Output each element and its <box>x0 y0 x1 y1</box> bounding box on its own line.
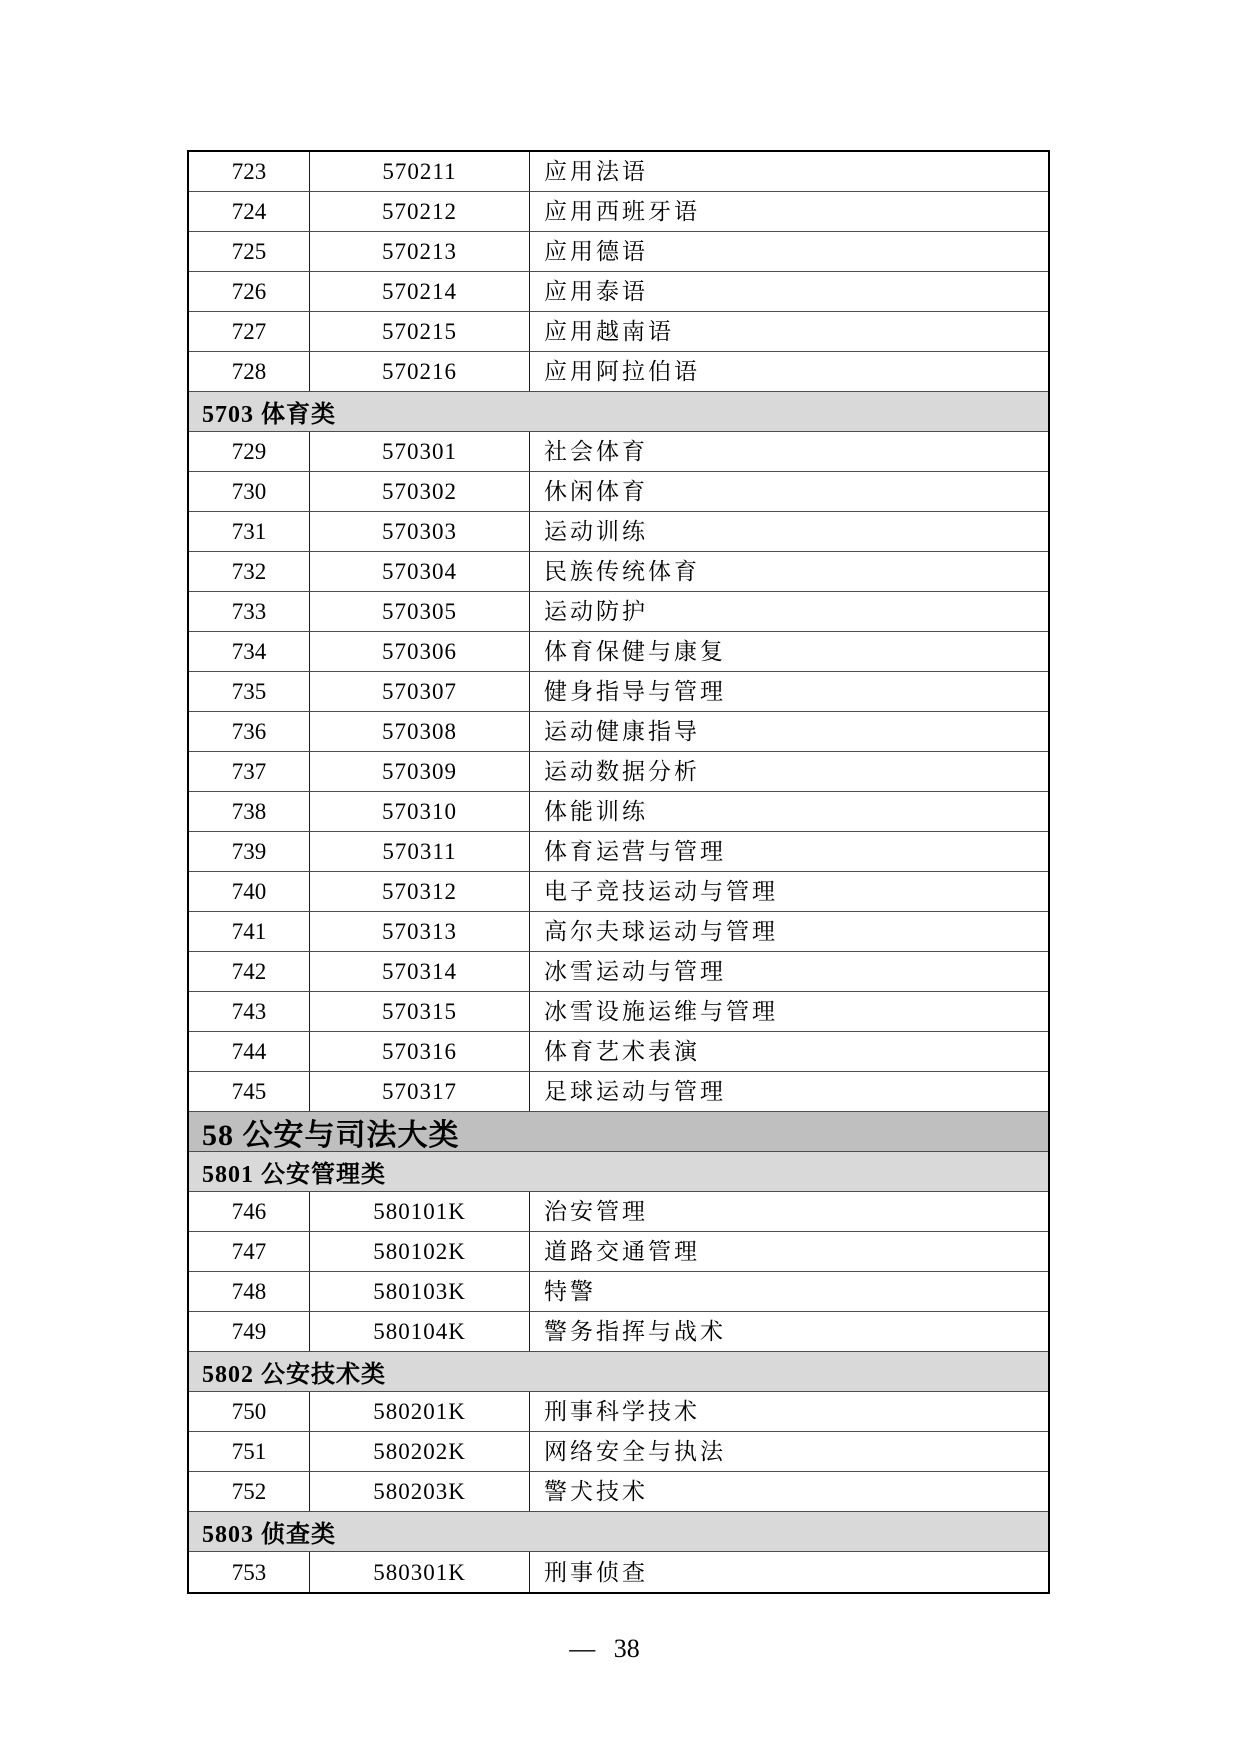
seq-cell: 736 <box>189 712 310 751</box>
major-name-cell: 足球运动与管理 <box>544 1079 726 1104</box>
major-name-cell: 体育保健与康复 <box>544 639 726 664</box>
seq-cell: 745 <box>189 1072 310 1111</box>
major-code-cell: 570312 <box>310 872 530 911</box>
major-code-cell: 570215 <box>310 312 530 351</box>
major-code-cell: 580202K <box>310 1432 530 1471</box>
page-number <box>0 1634 1225 1664</box>
major-name-cell: 运动数据分析 <box>544 759 700 784</box>
table-row <box>189 672 1048 712</box>
table-row <box>189 1432 1048 1472</box>
major-name-cell: 冰雪设施运维与管理 <box>544 999 778 1024</box>
seq-cell: 732 <box>189 552 310 591</box>
major-code-cell: 570214 <box>310 272 530 311</box>
major-name-cell: 警犬技术 <box>544 1479 648 1504</box>
major-code-cell: 570303 <box>310 512 530 551</box>
major-name-cell: 运动健康指导 <box>544 719 700 744</box>
major-code-cell: 570309 <box>310 752 530 791</box>
seq-cell: 726 <box>189 272 310 311</box>
seq-cell: 731 <box>189 512 310 551</box>
table-row <box>189 192 1048 232</box>
major-code-cell: 570310 <box>310 792 530 831</box>
seq-cell: 727 <box>189 312 310 351</box>
table-row <box>189 272 1048 312</box>
table-row <box>189 632 1048 672</box>
major-code-cell: 570314 <box>310 952 530 991</box>
table-row <box>189 1192 1048 1232</box>
seq-cell: 730 <box>189 472 310 511</box>
major-name-cell: 应用德语 <box>544 239 648 264</box>
seq-cell: 747 <box>189 1232 310 1271</box>
major-code-cell: 570315 <box>310 992 530 1031</box>
major-name-cell: 特警 <box>544 1279 596 1304</box>
seq-cell: 733 <box>189 592 310 631</box>
major-code-cell: 570307 <box>310 672 530 711</box>
seq-cell: 725 <box>189 232 310 271</box>
major-code-cell: 570304 <box>310 552 530 591</box>
seq-cell: 737 <box>189 752 310 791</box>
seq-cell: 739 <box>189 832 310 871</box>
major-code-cell: 570308 <box>310 712 530 751</box>
table-row <box>189 1392 1048 1432</box>
seq-cell: 751 <box>189 1432 310 1471</box>
major-name-cell: 应用阿拉伯语 <box>544 359 700 384</box>
subcategory-header-row <box>189 1352 1048 1392</box>
subcategory-header-label: 5801 公安管理类 <box>202 1162 386 1188</box>
major-code-cell: 570313 <box>310 912 530 951</box>
seq-cell: 743 <box>189 992 310 1031</box>
seq-cell: 749 <box>189 1312 310 1351</box>
seq-cell: 728 <box>189 352 310 391</box>
table-row <box>189 232 1048 272</box>
table-row <box>189 832 1048 872</box>
page-number-label: — 38 <box>569 1634 640 1663</box>
major-code-cell: 570302 <box>310 472 530 511</box>
major-name-cell: 体能训练 <box>544 799 648 824</box>
major-name-cell: 运动防护 <box>544 599 648 624</box>
major-code-cell: 570301 <box>310 432 530 471</box>
table-row <box>189 312 1048 352</box>
table-row <box>189 912 1048 952</box>
major-name-cell: 休闲体育 <box>544 479 648 504</box>
major-name-cell: 运动训练 <box>544 519 648 544</box>
seq-cell: 750 <box>189 1392 310 1431</box>
major-name-cell: 刑事科学技术 <box>544 1399 700 1424</box>
subcategory-header-label: 5703 体育类 <box>202 402 336 428</box>
seq-cell: 734 <box>189 632 310 671</box>
table-row <box>189 592 1048 632</box>
major-code-cell: 570216 <box>310 352 530 391</box>
seq-cell: 742 <box>189 952 310 991</box>
table-row <box>189 1312 1048 1352</box>
major-code-cell: 570306 <box>310 632 530 671</box>
major-code-cell: 570212 <box>310 192 530 231</box>
table-row <box>189 352 1048 392</box>
major-name-cell: 警务指挥与战术 <box>544 1319 726 1344</box>
major-code-cell: 580203K <box>310 1472 530 1511</box>
major-name-cell: 健身指导与管理 <box>544 679 726 704</box>
seq-cell: 723 <box>189 152 310 191</box>
major-code-cell: 570305 <box>310 592 530 631</box>
major-code-cell: 570316 <box>310 1032 530 1071</box>
major-code-cell: 570317 <box>310 1072 530 1111</box>
table-row <box>189 1472 1048 1512</box>
table-row <box>189 792 1048 832</box>
major-name-cell: 应用泰语 <box>544 279 648 304</box>
table-row <box>189 752 1048 792</box>
table-row <box>189 992 1048 1032</box>
subcategory-header-label: 5802 公安技术类 <box>202 1362 386 1388</box>
subcategory-header-label: 5803 侦查类 <box>202 1522 336 1548</box>
major-name-cell: 冰雪运动与管理 <box>544 959 726 984</box>
subcategory-header-row <box>189 392 1048 432</box>
major-code-cell: 580201K <box>310 1392 530 1431</box>
table-row <box>189 512 1048 552</box>
major-code-cell: 580301K <box>310 1552 530 1592</box>
seq-cell: 729 <box>189 432 310 471</box>
subcategory-header-row <box>189 1512 1048 1552</box>
major-name-cell: 应用法语 <box>544 159 648 184</box>
table-row <box>189 152 1048 192</box>
table-row <box>189 952 1048 992</box>
seq-cell: 744 <box>189 1032 310 1071</box>
major-name-cell: 网络安全与执法 <box>544 1439 726 1464</box>
major-code-cell: 580101K <box>310 1192 530 1231</box>
table-row <box>189 552 1048 592</box>
major-name-cell: 民族传统体育 <box>544 559 700 584</box>
major-catalog-table <box>187 150 1050 1594</box>
seq-cell: 724 <box>189 192 310 231</box>
table-row <box>189 872 1048 912</box>
major-name-cell: 体育艺术表演 <box>544 1039 700 1064</box>
seq-cell: 748 <box>189 1272 310 1311</box>
major-code-cell: 570311 <box>310 832 530 871</box>
seq-cell: 741 <box>189 912 310 951</box>
category-header-row <box>189 1112 1048 1152</box>
seq-cell: 753 <box>189 1552 310 1592</box>
table-row <box>189 1232 1048 1272</box>
major-name-cell: 体育运营与管理 <box>544 839 726 864</box>
major-code-cell: 570213 <box>310 232 530 271</box>
major-name-cell: 治安管理 <box>544 1199 648 1224</box>
major-code-cell: 580103K <box>310 1272 530 1311</box>
seq-cell: 746 <box>189 1192 310 1231</box>
major-name-cell: 应用西班牙语 <box>544 199 700 224</box>
major-code-cell: 580104K <box>310 1312 530 1351</box>
major-name-cell: 社会体育 <box>544 439 648 464</box>
seq-cell: 738 <box>189 792 310 831</box>
table-row <box>189 472 1048 512</box>
table-row <box>189 1032 1048 1072</box>
table-row <box>189 432 1048 472</box>
major-code-cell: 570211 <box>310 152 530 191</box>
seq-cell: 735 <box>189 672 310 711</box>
major-code-cell: 580102K <box>310 1232 530 1271</box>
table-row <box>189 1072 1048 1112</box>
major-name-cell: 刑事侦查 <box>544 1559 648 1585</box>
seq-cell: 740 <box>189 872 310 911</box>
table-row <box>189 712 1048 752</box>
major-name-cell: 道路交通管理 <box>544 1239 700 1264</box>
seq-cell: 752 <box>189 1472 310 1511</box>
major-name-cell: 高尔夫球运动与管理 <box>544 919 778 944</box>
table-row <box>189 1272 1048 1312</box>
category-header-label: 58 公安与司法大类 <box>202 1118 460 1152</box>
major-name-cell: 电子竞技运动与管理 <box>544 879 778 904</box>
table-row <box>189 1552 1048 1592</box>
subcategory-header-row <box>189 1152 1048 1192</box>
major-name-cell: 应用越南语 <box>544 319 674 344</box>
